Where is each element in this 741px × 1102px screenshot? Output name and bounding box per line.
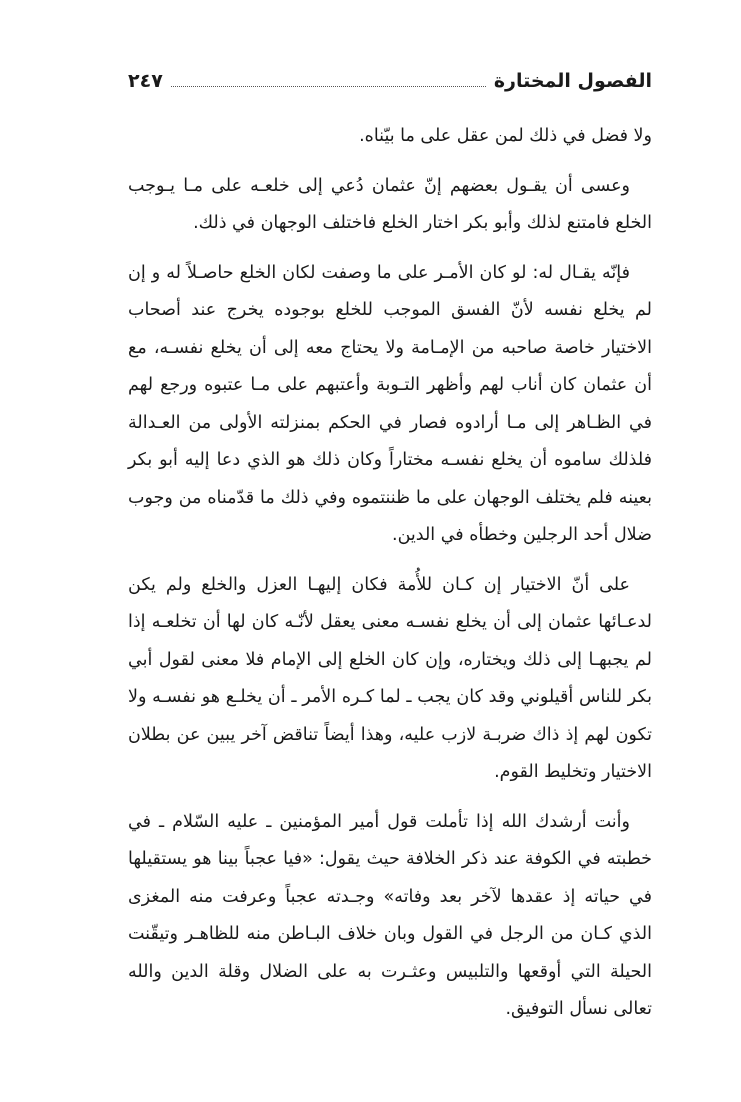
header-title: الفصول المختارة [493,70,652,92]
body-text [128,118,652,1029]
paragraph-4: على أنّ الاختيار إن كـان للأُمة فكان إليهـا العزل والخلع ولم يكن لدعـائها عثمان إلى أن يخلع نفسـه معنى يعقل لأنّـه كان لها أن تخلعـه إذا لم يجبهـا إلى ذلك ويختاره، وإن كان الخلع إلى الإمام فلا معنى لقول أبي بكر للناس أقيلوني وقد كان يجب ـ لما كـره الأمر ـ أن يخلـع هو نفسـه ولا تكون لهم إذ ذاك ضربـة لازب عليه، وهذا أيضاً تناقض آخر يبين عن بطلان الاختيار وتخليط القوم. [128,574,652,782]
header-dotted-rule [171,76,486,87]
paragraph-2: وعسى أن يقـول بعضهم إنّ عثمان دُعي إلى خلعـه على مـا يـوجب الخلع فامتنع لذلك وأبو بكر اختار الخلع فاختلف الوجهان في ذلك. [128,175,652,233]
page-number: ٢٤٧ [128,70,163,92]
paragraph-5: وأنت أرشدك الله إذا تأملت قول أمير المؤمنين ـ عليه السّلام ـ في خطبته في الكوفة عند ذكر الخلافة حيث يقول: «فيا عجباً بينا هو يستقيلها في حياته إذ عقدها لآخر بعد وفاته» وجـدته عجباً وعرفت منه المغزى الذي كـان من الرجل في القول وبان خلاف البـاطن منه للظاهـر وتيقّنت الحيلة التي أوقعها والتلبيس وعثـرت به على الضلال وقلة الدين والله تعالى نسأل التوفيق. [128,811,652,1019]
paragraph-1: ولا فضل في ذلك لمن عقل على ما بيّناه. [359,126,652,146]
book-page [128,70,652,1041]
running-header [128,70,652,108]
paragraph-3: فإنّه يقـال له: لو كان الأمـر على ما وصفت لكان الخلع حاصـلاً له و إن لم يخلع نفسه لأنّ الفسق الموجب للخلع بوجوده يخرج عند أصحاب الاختيار خاصة صاحبه من الإمـامة ولا يحتاج معه إلى أن يخلع نفسـه، مع أن عثمان كان أناب لهم وأظهر التـوبة وأعتبهم على مـا عتبوه ورجع لهم في الظـاهر إلى مـا أرادوه فصار في الحكم بمنزلته الأولى من العـدالة فلذلك ساموه أن يخلع نفسـه مختاراً وكان ذلك هو الذي دعا إليه أبو بكر بعينه فلم يختلف الوجهان على ما ظننتموه وفي ذلك ما قدّمناه من وجوب ضلال أحد الرجلين وخطأه في الدين. [128,262,652,545]
